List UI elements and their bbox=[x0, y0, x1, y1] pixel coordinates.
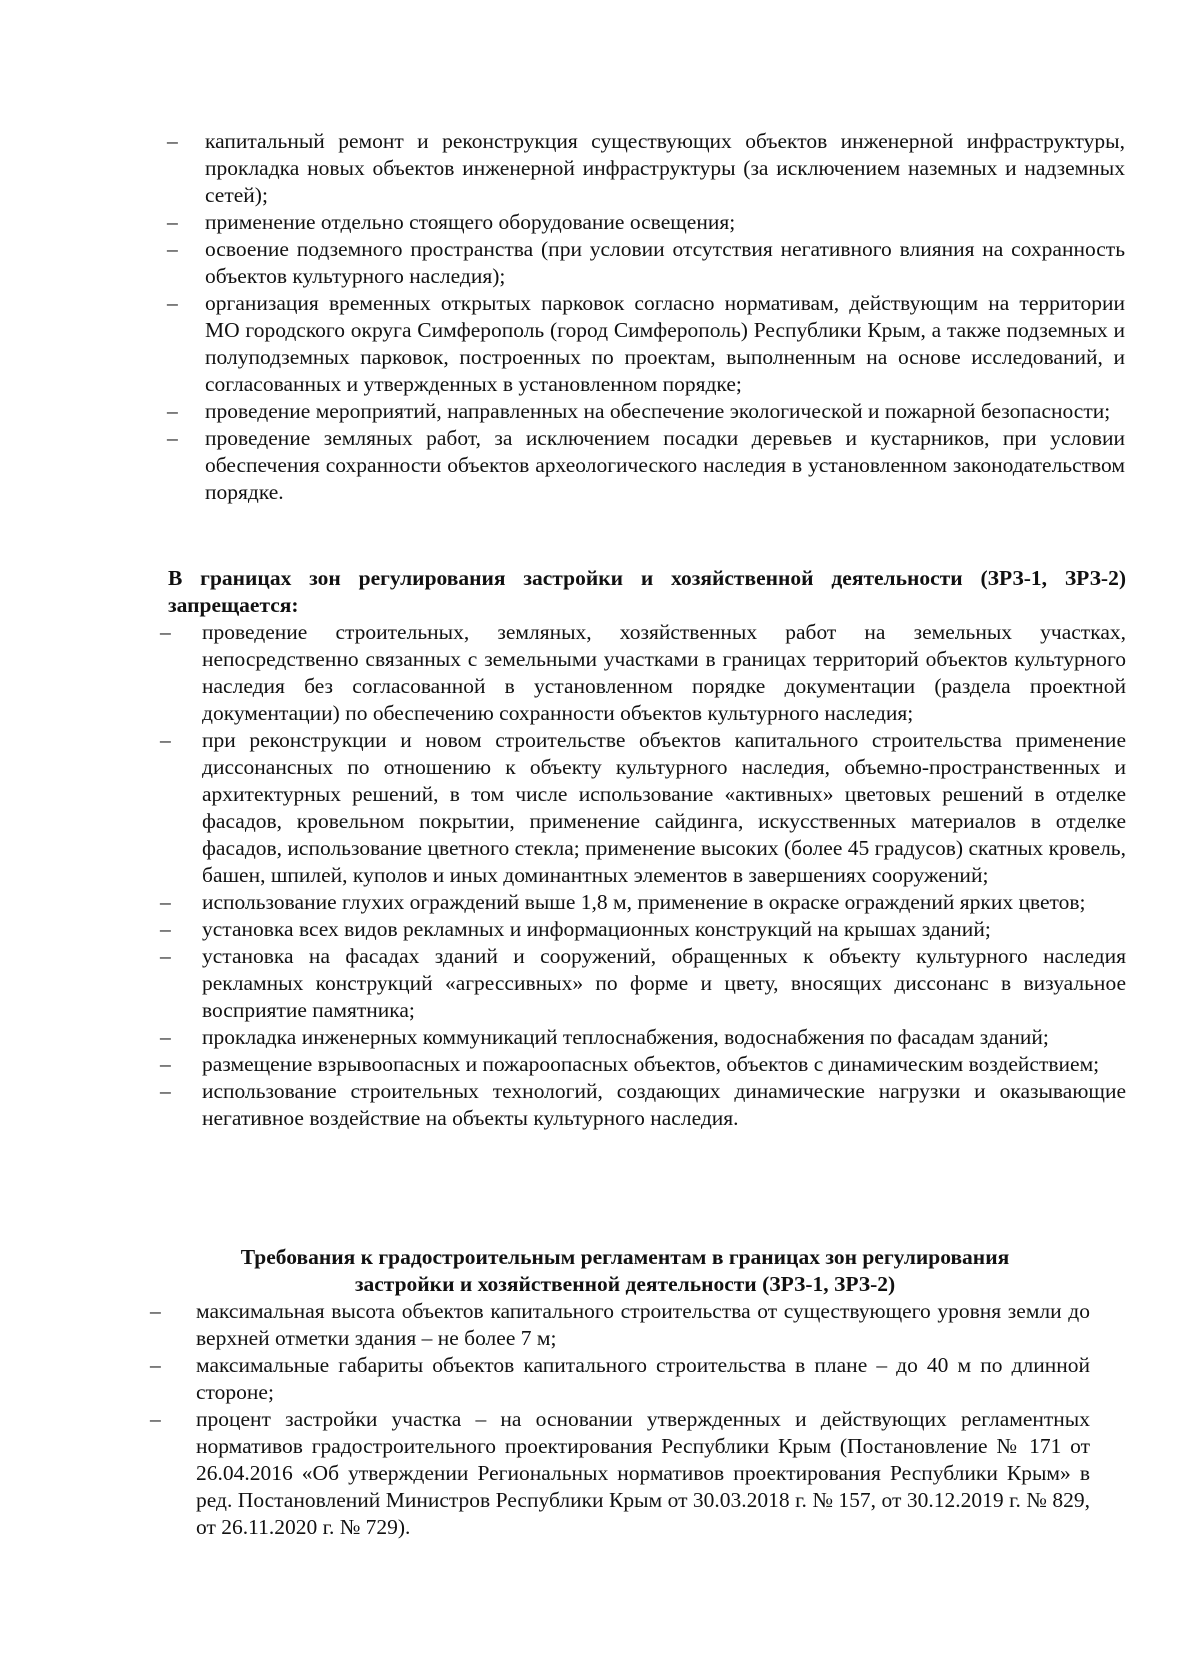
list-item bbox=[150, 1406, 1090, 1541]
list-item-text: максимальная высота объектов капитального строительства от существующего уровня земли до верхней отметки здания – не более 7 м; bbox=[196, 1299, 1090, 1350]
list-item bbox=[160, 943, 1126, 1024]
section-heading-line-1: Требования к градостроительным регламентам в границах зон регулирования bbox=[240, 1245, 1010, 1269]
prohibited-works-section bbox=[160, 565, 1126, 1132]
list-item-text: капитальный ремонт и реконструкция существующих объектов инженерной инфраструктуры, прокладка новых объектов инженерной инфраструктуры (за исключением наземных и надземных сетей); bbox=[205, 129, 1125, 207]
list-item bbox=[160, 916, 1126, 943]
allowed-works-list bbox=[167, 128, 1125, 506]
section-heading-line-2: застройки и хозяйственной деятельности (ЗРЗ-1, ЗРЗ-2) bbox=[354, 1272, 896, 1296]
dash-bullet: – bbox=[150, 1407, 161, 1431]
list-item bbox=[167, 290, 1125, 398]
list-item bbox=[167, 128, 1125, 209]
list-item bbox=[160, 619, 1126, 727]
dash-bullet: – bbox=[160, 890, 171, 914]
dash-bullet: – bbox=[160, 1052, 171, 1076]
list-item-text: при реконструкции и новом строительстве объектов капитального строительства применение диссонансных по отношению к объекту культурного наследия, объемно-пространственных и архитектурных решений, в том числе использование «активных» цветовых решений в отделке фасадов, кровельном покрытии, применение сайдинга, искусственных материалов в отделке фасадов, использование цветного стекла; применение высоких (более 45 градусов) скатных кровель, башен, шпилей, куполов и иных доминантных элементов в завершениях сооружений; bbox=[202, 728, 1126, 887]
list-item bbox=[167, 236, 1125, 290]
dash-bullet: – bbox=[150, 1299, 161, 1323]
list-item-text: размещение взрывоопасных и пожароопасных объектов, объектов с динамическим воздействием; bbox=[202, 1052, 1100, 1076]
list-item bbox=[150, 1298, 1090, 1352]
dash-bullet: – bbox=[167, 210, 178, 234]
list-item-text: проведение строительных, земляных, хозяйственных работ на земельных участках, непосредственно связанных с земельными участками в границах территорий объектов культурного наследия без согласованной в установленном порядке документации (раздела проектной документации) по обеспечению сохранности объектов культурного наследия; bbox=[202, 620, 1126, 725]
dash-bullet: – bbox=[160, 1025, 171, 1049]
dash-bullet: – bbox=[160, 728, 171, 752]
list-item-text: прокладка инженерных коммуникаций теплоснабжения, водоснабжения по фасадам зданий; bbox=[202, 1025, 1049, 1049]
list-item bbox=[167, 398, 1125, 425]
list-item bbox=[160, 1078, 1126, 1132]
prohibited-works-list bbox=[160, 619, 1126, 1132]
requirements-list bbox=[150, 1298, 1090, 1541]
list-item-text: максимальные габариты объектов капитального строительства в плане – до 40 м по длинной стороне; bbox=[196, 1353, 1090, 1404]
list-item-text: организация временных открытых парковок согласно нормативам, действующим на территории МО городского округа Симферополь (город Симферополь) Республики Крым, а также подземных и полуподземных парковок, построенных по проектам, выполненным на основе исследований, и согласованных и утвержденных в установленном порядке; bbox=[205, 291, 1125, 396]
dash-bullet: – bbox=[160, 620, 171, 644]
list-item bbox=[160, 727, 1126, 889]
allowed-works-section bbox=[167, 128, 1125, 506]
list-item-text: применение отдельно стоящего оборудование освещения; bbox=[205, 210, 736, 234]
list-item bbox=[167, 425, 1125, 506]
list-item-text: процент застройки участка – на основании утвержденных и действующих регламентных нормативов градостроительного проектирования Республики Крым (Постановление № 171 от 26.04.2016 «Об утверждении Региональных нормативов проектирования Республики Крым» в ред. Постановлений Министров Республики Крым от 30.03.2018 г. № 157, от 30.12.2019 г. № 829, от 26.11.2020 г. № 729). bbox=[196, 1407, 1090, 1539]
regulation-requirements-section bbox=[150, 1244, 1090, 1541]
dash-bullet: – bbox=[160, 944, 171, 968]
list-item-text: использование строительных технологий, создающих динамические нагрузки и оказывающие негативное воздействие на объекты культурного наследия. bbox=[202, 1079, 1126, 1130]
list-item bbox=[167, 209, 1125, 236]
section-heading: В границах зон регулирования застройки и хозяйственной деятельности (ЗРЗ-1, ЗРЗ-2) запрещается: bbox=[168, 566, 1126, 617]
list-item-text: проведение земляных работ, за исключением посадки деревьев и кустарников, при условии обеспечения сохранности объектов археологического наследия в установленном законодательством порядке. bbox=[205, 426, 1125, 504]
list-item bbox=[160, 1051, 1126, 1078]
dash-bullet: – bbox=[160, 917, 171, 941]
list-item bbox=[150, 1352, 1090, 1406]
dash-bullet: – bbox=[167, 426, 178, 450]
list-item-text: освоение подземного пространства (при условии отсутствия негативного влияния на сохранность объектов культурного наследия); bbox=[205, 237, 1125, 288]
dash-bullet: – bbox=[167, 291, 178, 315]
list-item-text: установка на фасадах зданий и сооружений, обращенных к объекту культурного наследия рекламных конструкций «агрессивных» по форме и цвету, вносящих диссонанс в визуальное восприятие памятника; bbox=[202, 944, 1126, 1022]
list-item bbox=[160, 889, 1126, 916]
dash-bullet: – bbox=[150, 1353, 161, 1377]
dash-bullet: – bbox=[167, 237, 178, 261]
list-item-text: проведение мероприятий, направленных на обеспечение экологической и пожарной безопасности; bbox=[205, 399, 1111, 423]
dash-bullet: – bbox=[167, 129, 178, 153]
dash-bullet: – bbox=[167, 399, 178, 423]
list-item-text: использование глухих ограждений выше 1,8 м, применение в окраске ограждений ярких цветов; bbox=[202, 890, 1086, 914]
dash-bullet: – bbox=[160, 1079, 171, 1103]
list-item bbox=[160, 1024, 1126, 1051]
list-item-text: установка всех видов рекламных и информационных конструкций на крышах зданий; bbox=[202, 917, 991, 941]
